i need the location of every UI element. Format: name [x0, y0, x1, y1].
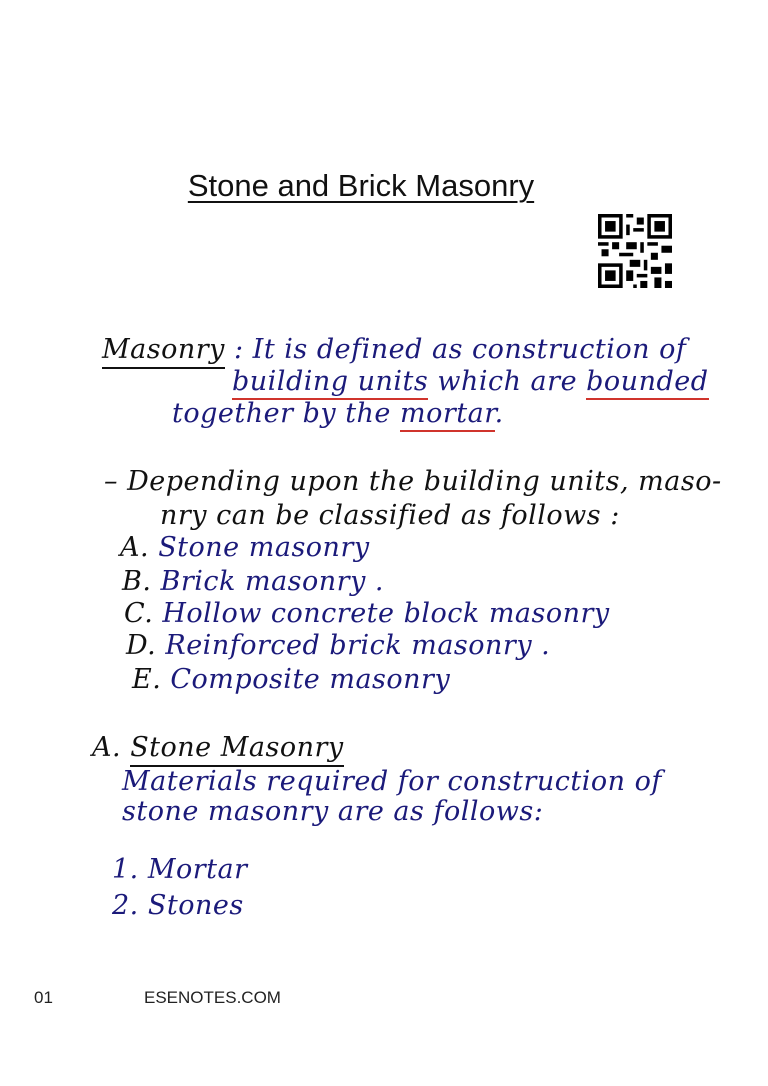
building-units-term: building units [232, 366, 428, 400]
mortar-term: mortar [400, 398, 495, 432]
list-letter: D. [126, 630, 157, 661]
list-letter: E. [132, 664, 162, 695]
list-text: Hollow concrete block masonry [162, 598, 610, 629]
material-item-1 [112, 854, 248, 885]
list-item-b [122, 566, 384, 597]
material-number: 2. [112, 890, 139, 921]
list-item-a [120, 532, 370, 563]
list-item-e [132, 664, 450, 695]
material-text: Mortar [147, 854, 248, 885]
materials-intro-2: stone masonry are as follows: [122, 796, 544, 827]
material-text: Stones [147, 890, 244, 921]
material-number: 1. [112, 854, 139, 885]
masonry-definition-line-2 [232, 366, 709, 397]
list-letter: A. [120, 532, 150, 563]
section-letter: A. [92, 732, 122, 763]
definition-text-3-end: . [494, 398, 504, 429]
materials-intro-1: Materials required for construction of [122, 766, 662, 797]
list-text: Reinforced brick masonry . [165, 630, 551, 661]
bounded-term: bounded [586, 366, 708, 400]
masonry-definition-line-1 [102, 334, 686, 365]
classification-intro-2: nry can be classified as follows : [160, 500, 620, 531]
masonry-definition-line-3 [172, 398, 504, 429]
definition-text-2: which are [428, 366, 587, 397]
list-item-c [124, 598, 610, 629]
list-item-d [126, 630, 550, 661]
page-number: 01 [34, 988, 53, 1007]
qr-code [598, 214, 672, 288]
section-heading-stone-masonry [92, 732, 344, 763]
page-title: Stone and Brick Masonry [187, 168, 535, 203]
definition-text-1: : It is defined as construction of [234, 334, 687, 365]
list-text: Composite masonry [170, 664, 451, 695]
material-item-2 [112, 890, 244, 921]
masonry-term: Masonry [102, 334, 225, 369]
list-text: Stone masonry [158, 532, 370, 563]
classification-intro-1: – Depending upon the building units, maso- [104, 466, 722, 497]
site-name: ESENOTES.COM [144, 988, 281, 1007]
section-title: Stone Masonry [130, 732, 343, 767]
definition-text-3: together by the [172, 398, 400, 429]
list-text: Brick masonry . [160, 566, 385, 597]
list-letter: B. [122, 566, 152, 597]
list-letter: C. [124, 598, 154, 629]
